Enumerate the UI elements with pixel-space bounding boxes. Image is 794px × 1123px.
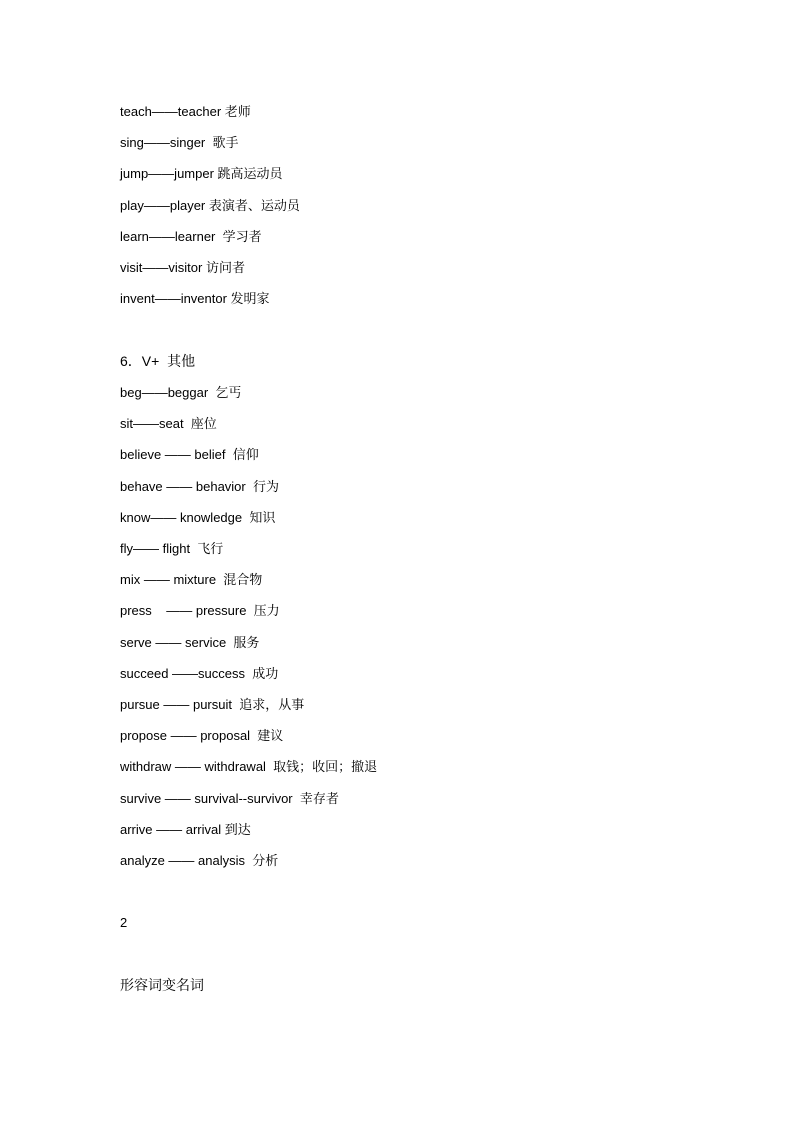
word-pair-line: visit——visitor 访问者: [120, 260, 245, 275]
word-pair-line: jump——jumper 跳高运动员: [120, 166, 283, 182]
word-pair-line: invent——inventor 发明家: [120, 291, 270, 307]
word-pair-line: fly—— flight 飞行: [120, 541, 224, 556]
next-section-heading: 形容词变名词: [120, 977, 204, 993]
word-pair-line: sing——singer 歌手: [120, 135, 239, 151]
word-pair-line: propose —— proposal 建议: [120, 728, 284, 744]
page-number: 2: [120, 915, 128, 930]
word-pair-line: analyze —— analysis 分析: [120, 853, 279, 868]
word-pair-line: sit——seat 座位: [120, 416, 217, 432]
word-pair-line: succeed ——success 成功: [120, 665, 279, 681]
word-pair-line: play——player 表演者、运动员: [120, 197, 300, 213]
word-pair-line: pursue —— pursuit 追求，从事: [120, 697, 305, 712]
word-pair-line: mix —— mixture 混合物: [120, 572, 263, 588]
word-pair-line: serve —— service 服务: [120, 634, 260, 650]
word-pair-line: behave —— behavior 行为: [120, 478, 279, 494]
word-pair-line: arrive —— arrival 到达: [120, 821, 251, 837]
word-pair-line: believe —— belief 信仰: [120, 447, 259, 463]
word-pair-line: learn——learner 学习者: [120, 228, 262, 244]
word-pair-line: survive —— survival--survivor 幸存者: [120, 790, 339, 806]
word-pair-line: know—— knowledge 知识: [120, 509, 276, 525]
word-pair-line: beg——beggar 乞丐: [120, 385, 242, 400]
word-pair-line: press —— pressure 压力: [120, 603, 280, 619]
section-6-title: 6．V+ 其他: [120, 353, 196, 369]
word-pair-line: teach——teacher 老师: [120, 104, 251, 119]
word-pair-line: withdraw —— withdrawal 取钱；收回；撤退: [120, 759, 378, 775]
